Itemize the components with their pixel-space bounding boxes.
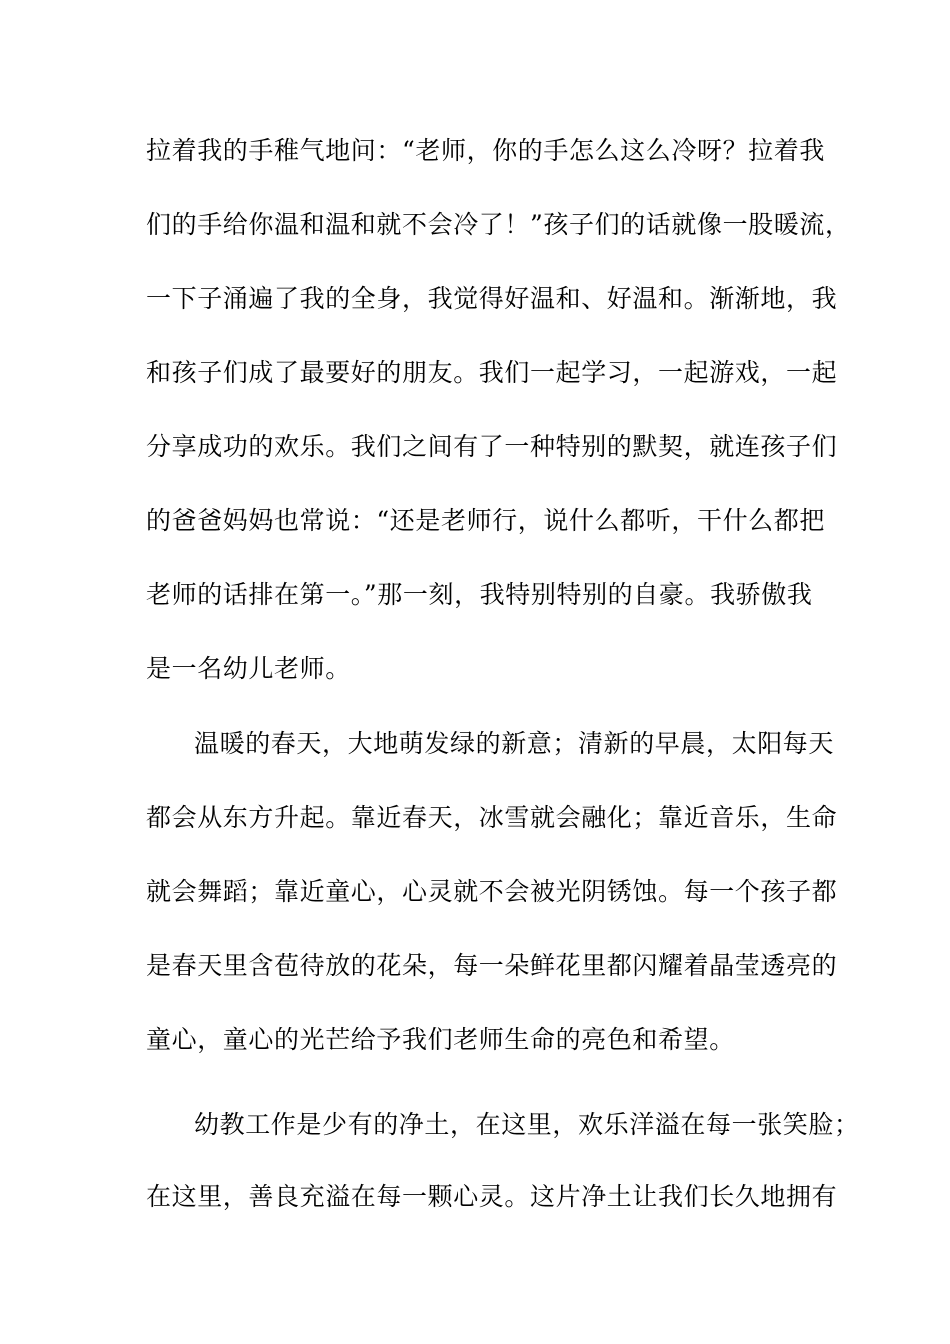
text-line: 是一名幼儿老师。 <box>146 654 351 683</box>
paragraph-first-line: 温暖的春天，大地萌发绿的新意；清新的早晨，太阳每天 <box>194 729 835 758</box>
text-line: 的爸爸妈妈也常说：“还是老师行，说什么都听，干什么都把 <box>146 506 825 535</box>
text-line: 拉着我的手稚气地问：“老师，你的手怎么这么冷呀？拉着我 <box>146 136 825 165</box>
text-line: 老师的话排在第一。”那一刻，我特别特别的自豪。我骄傲我 <box>146 580 813 609</box>
text-line: 都会从东方升起。靠近春天，冰雪就会融化；靠近音乐，生命 <box>146 803 838 832</box>
text-line: 和孩子们成了最要好的朋友。我们一起学习，一起游戏，一起 <box>146 358 838 387</box>
text-line: 一下子涌遍了我的全身，我觉得好温和、好温和。渐渐地，我 <box>146 284 838 313</box>
paragraph-first-line: 幼教工作是少有的净土，在这里，欢乐洋溢在每一张笑脸； <box>194 1110 860 1139</box>
text-line: 们的手给你温和温和就不会冷了！”孩子们的话就像一股暖流， <box>146 210 851 239</box>
text-line: 就会舞蹈；靠近童心，心灵就不会被光阴锈蚀。每一个孩子都 <box>146 877 838 906</box>
text-line: 分享成功的欢乐。我们之间有了一种特别的默契，就连孩子们 <box>146 432 838 461</box>
text-line: 在这里，善良充溢在每一颗心灵。这片净土让我们长久地拥有 <box>146 1182 838 1211</box>
text-line: 是春天里含苞待放的花朵，每一朵鲜花里都闪耀着晶莹透亮的 <box>146 951 838 980</box>
text-line: 童心，童心的光芒给予我们老师生命的亮色和希望。 <box>146 1025 735 1054</box>
